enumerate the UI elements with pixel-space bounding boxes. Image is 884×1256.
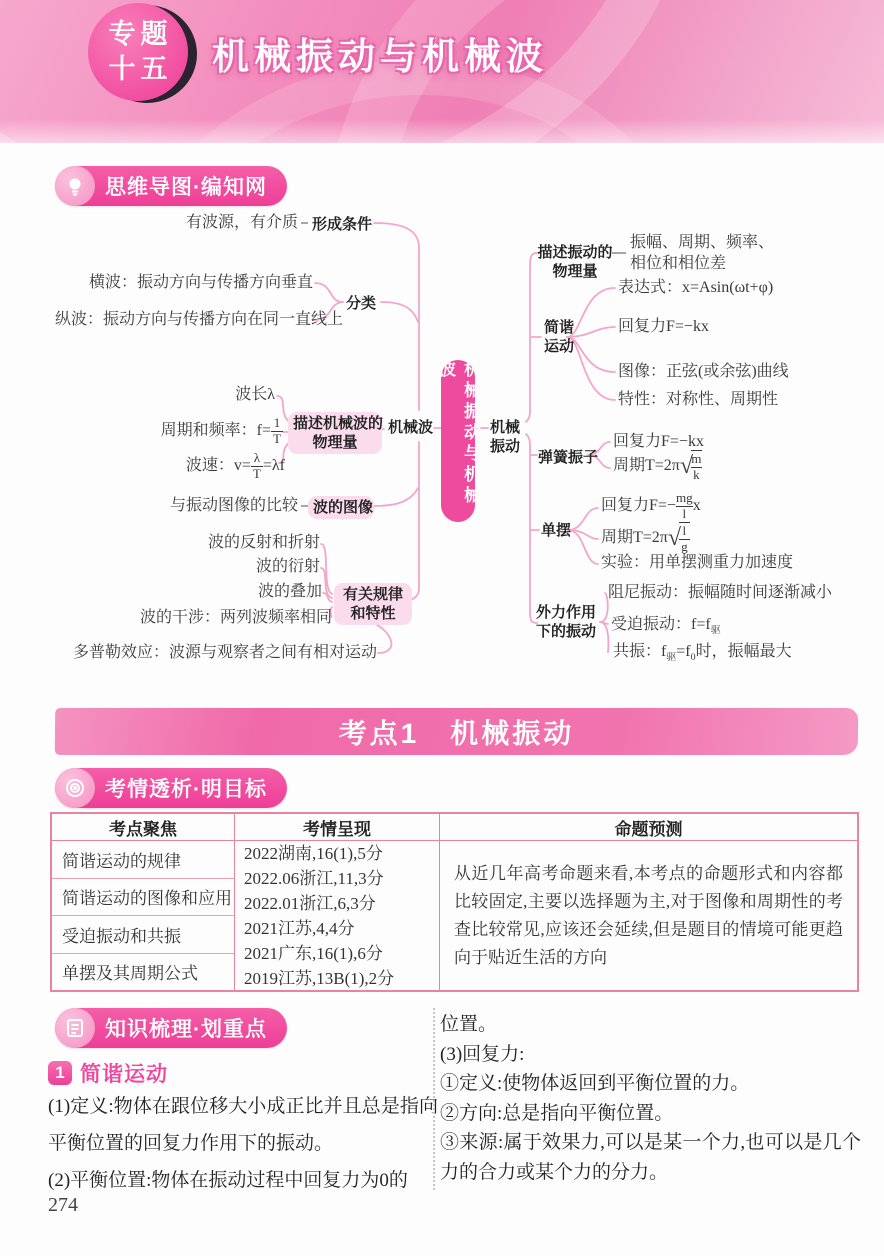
mindmap-node: 图像：正弦(或余弦)曲线 xyxy=(618,363,789,380)
topic-heading xyxy=(48,1058,168,1088)
mindmap-node: 回复力F=−kx xyxy=(613,433,704,450)
column-divider xyxy=(433,1008,435,1190)
mindmap-node: 周期T=2π √ $\frac{l}{g}$ xyxy=(601,523,688,554)
mindmap-wave-root: 机械波 xyxy=(388,419,434,436)
exam-item: 2022湖南,16(1),5分 xyxy=(244,844,383,863)
mindmap-branch-label: 单摆 xyxy=(541,522,572,539)
exam-item: 2021广东,16(1),6分 xyxy=(244,944,383,963)
prediction-cell: 从近几年高考命题来看,本考点的命题形式和内容都比较固定,主要以选择题为主,对于图像和周期性的考查比较常见,应该还会延续,但是题目的情境可能更趋向于贴近生活的方向 xyxy=(454,863,843,967)
mindmap-node: 波的衍射 xyxy=(255,558,320,575)
paragraph: (1)定义:物体在跟位移大小成正比并且总是指向平衡位置的回复力作用下的振动。 xyxy=(48,1096,438,1154)
paragraph: (3)回复力: xyxy=(440,1043,525,1065)
paragraph: ①定义:使物体返回到平衡位置的力。 xyxy=(440,1073,750,1094)
mindmap-node: 波的干涉：两列波频率相同 xyxy=(139,609,332,626)
mindmap-branch-label: 简谐 运动 xyxy=(544,319,575,355)
table-column-prediction xyxy=(439,814,857,990)
exam-item: 2022.01浙江,6,3分 xyxy=(244,894,376,913)
mindmap-node: 波的叠加 xyxy=(257,583,322,600)
mindmap-vib-root: 机械 振动 xyxy=(490,419,521,455)
column-header: 考点聚焦 xyxy=(52,814,234,841)
section-header-exam xyxy=(55,768,287,808)
target-icon xyxy=(55,768,95,808)
exam-item: 2021江苏,4,4分 xyxy=(244,919,355,938)
section-title-knowledge: 知识梳理·划重点 xyxy=(105,1018,267,1041)
mindmap-node: 回复力F=− $\frac{mg}{l}$ x xyxy=(601,490,701,521)
knowledge-right-column xyxy=(440,1010,861,1187)
mindmap-node: 与振动图像的比较 xyxy=(169,497,298,514)
mindmap-node: 实验：用单摆测重力加速度 xyxy=(601,554,794,571)
mindmap-node: 波长λ xyxy=(235,386,275,403)
mindmap-node: 多普勒效应：波源与观察者之间有相对运动 xyxy=(72,644,377,661)
table-row: 简谐运动的图像和应用 xyxy=(52,879,234,917)
mindmap-node: 特性：对称性、周期性 xyxy=(618,391,779,408)
mindmap-node: 纵波：振动方向与传播方向在同一直线上 xyxy=(55,311,344,328)
mindmap-branch-label: 有关规律 和特性 xyxy=(334,583,412,625)
header-fade xyxy=(0,119,884,143)
page-number: 274 xyxy=(48,1194,78,1216)
mindmap-branch-label: 弹簧振子 xyxy=(538,449,599,466)
column-header: 命题预测 xyxy=(440,814,857,841)
topic-badge-line1: 专题 xyxy=(108,19,173,49)
paragraph: ②方向:总是指向平衡位置。 xyxy=(440,1102,674,1124)
mindmap-node: 周期和频率：f= $\frac{1}{T}$ xyxy=(160,415,281,446)
paragraph: ③来源:属于效果力,可以是某一个力,也可以是几个力的合力或某个力的分力。 xyxy=(440,1132,861,1183)
column-header: 考情呈现 xyxy=(235,814,439,841)
table-row: 单摆及其周期公式 xyxy=(62,964,198,984)
chapter-title: 机械振动与机械波 xyxy=(212,36,548,77)
topic-number-badge xyxy=(88,3,188,101)
section-title-exam: 考情透析·明目标 xyxy=(105,778,267,801)
mindmap-node: 阻尼振动：振幅随时间逐渐减小 xyxy=(608,584,833,601)
section-header-knowledge xyxy=(55,1008,287,1048)
section-title-mindmap: 思维导图·编知网 xyxy=(105,176,267,199)
section-header-mindmap xyxy=(55,166,287,206)
table-column-exams xyxy=(234,814,439,990)
mindmap-node: 回复力F=−kx xyxy=(618,318,709,335)
mindmap-branch-label: 分类 xyxy=(346,295,377,312)
mindmap-branch-label: 描述机械波的 物理量 xyxy=(288,412,382,454)
knowledge-left-column xyxy=(48,1088,438,1199)
paragraph: 位置。 xyxy=(440,1014,498,1035)
table-column-focus xyxy=(52,814,234,990)
exam-item-list xyxy=(235,841,439,991)
exam-point-banner: 考点1 机械振动 xyxy=(55,708,858,755)
mindmap-node: 表达式：x=Asin(ωt+φ) xyxy=(618,279,774,296)
mindmap-branch-label: 波的图像 xyxy=(308,496,374,519)
table-row: 简谐运动的规律 xyxy=(52,841,234,879)
mindmap-branch-label: 描述振动的 物理量 xyxy=(537,244,613,280)
mindmap-branch-label: 外力作用 下的振动 xyxy=(536,604,597,640)
exam-item: 2022.06浙江,11,3分 xyxy=(244,869,384,888)
page-header-banner xyxy=(0,0,884,143)
table-row: 受迫振动和共振 xyxy=(52,916,234,954)
mindmap-node: 受迫振动：$f=f_驱$ xyxy=(611,616,721,637)
mindmap-node: 波的反射和折射 xyxy=(207,534,320,551)
topic-title: 简谐运动 xyxy=(80,1063,168,1086)
mindmap-node: 有波源，有介质 xyxy=(185,214,298,231)
exam-analysis-table xyxy=(50,812,859,992)
lightbulb-icon xyxy=(55,166,95,206)
mindmap-branch-label: 形成条件 xyxy=(312,216,373,233)
mindmap-node: 振幅、周期、频率、 相位和相位差 xyxy=(630,234,775,272)
topic-badge-line2: 十五 xyxy=(108,54,173,84)
mindmap xyxy=(0,210,884,710)
exam-item: 2019江苏,13B(1),2分 xyxy=(244,969,395,988)
paragraph: (2)平衡位置:物体在振动过程中回复力为0的 xyxy=(48,1170,408,1191)
mindmap-node: 横波：振动方向与传播方向垂直 xyxy=(88,274,313,291)
mindmap-node: 波速：v= $\frac{\lambda}{T}$ =λf xyxy=(185,450,285,481)
list-icon xyxy=(55,1008,95,1048)
topic-number: 1 xyxy=(48,1061,72,1085)
mindmap-node: 共振：$f_驱=f_0$时，振幅最大 xyxy=(613,643,792,664)
mindmap-center-node: 机械振动与机械波 xyxy=(441,360,475,522)
mindmap-node: 周期T=2π √ $\frac{m}{k}$ xyxy=(613,451,702,482)
